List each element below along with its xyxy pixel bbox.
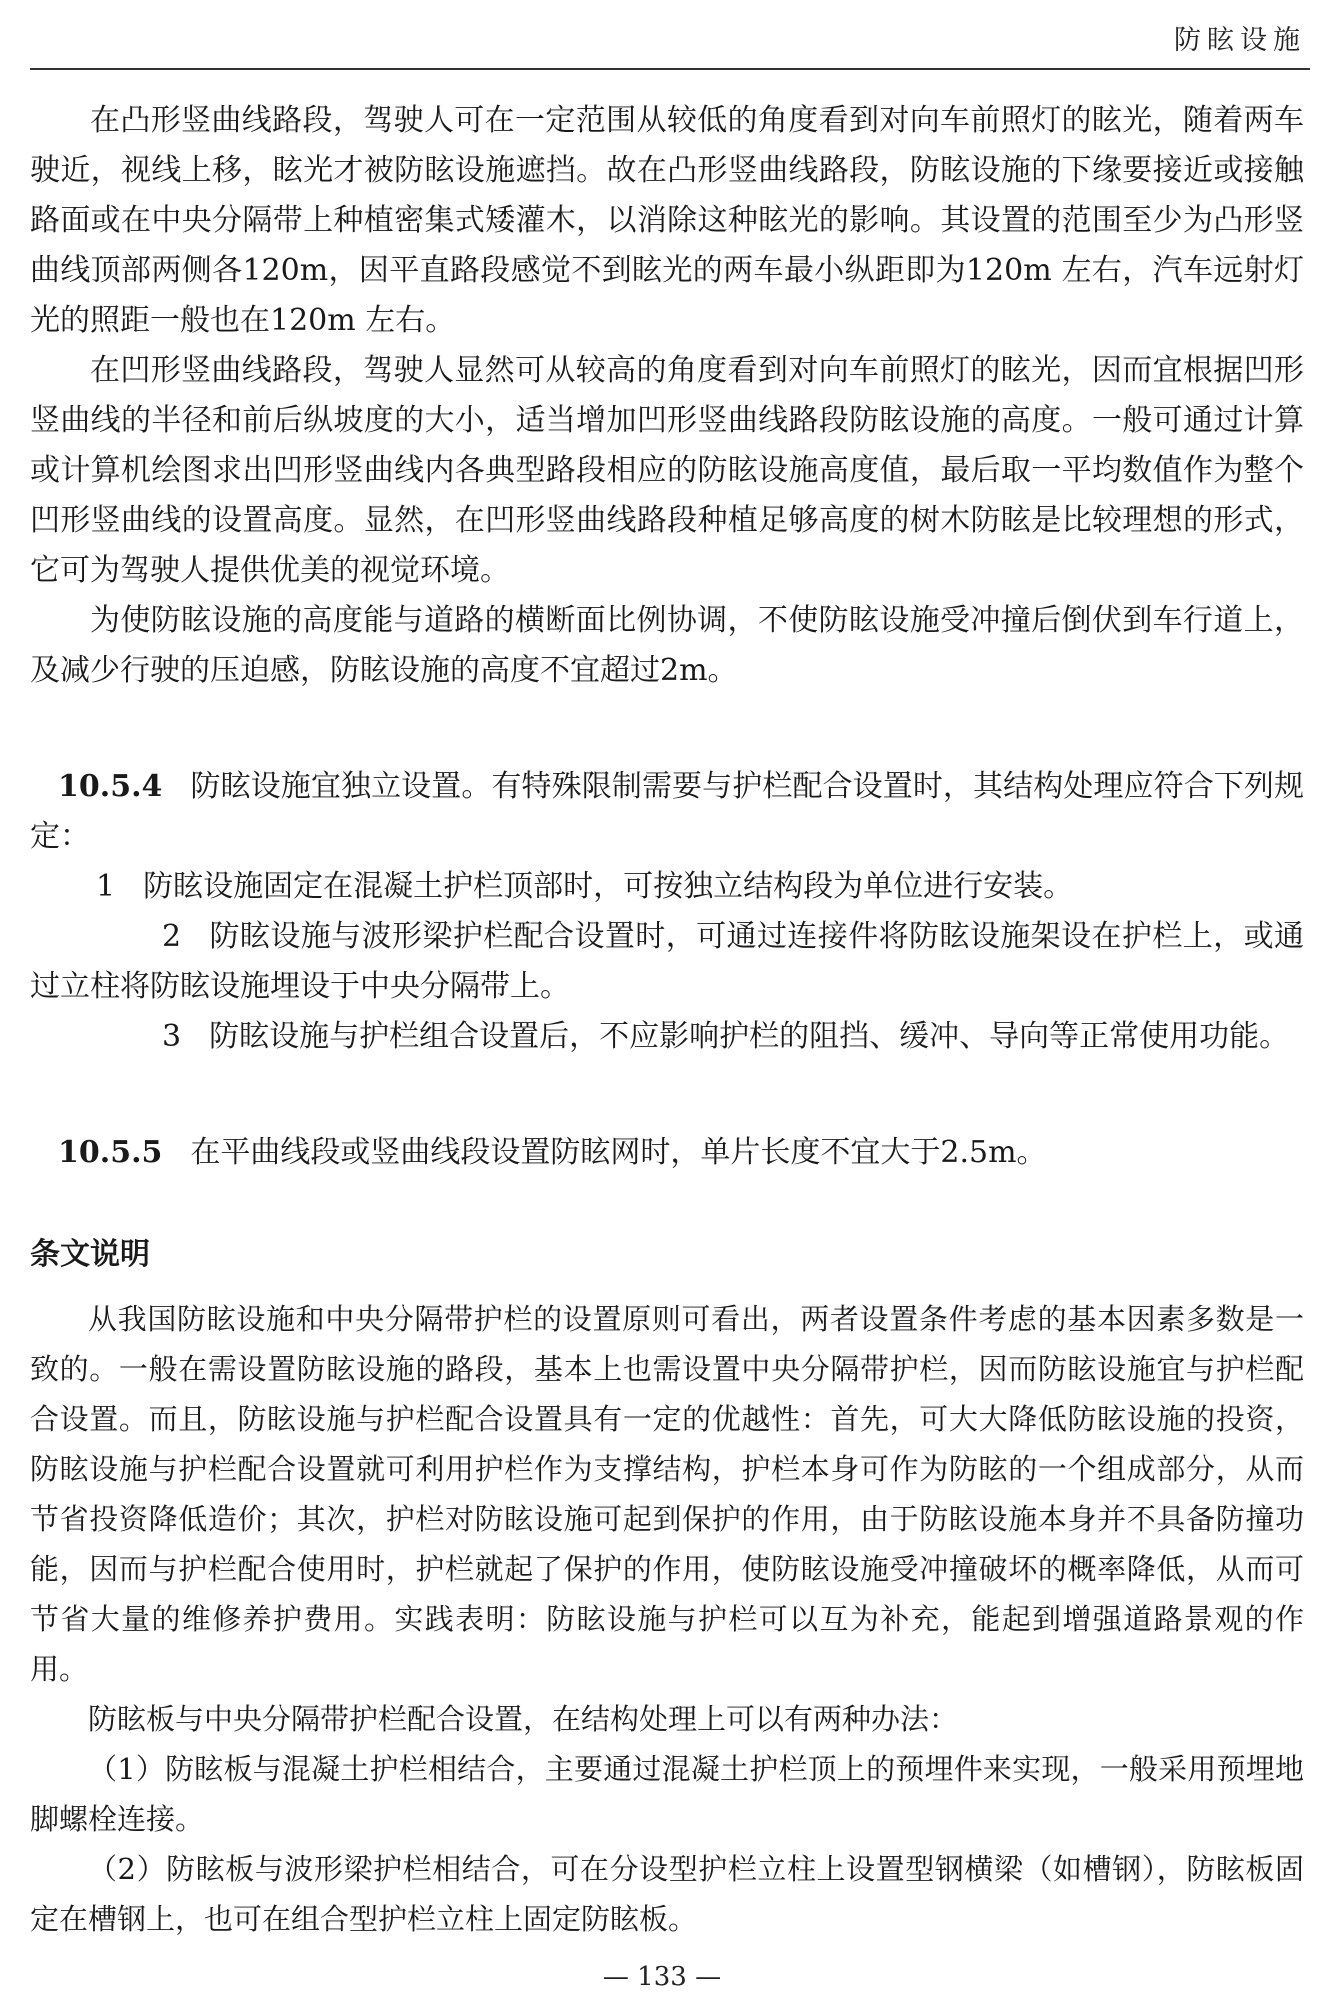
clause-item-3 bbox=[30, 1012, 1304, 1062]
item-number: 3 bbox=[162, 1019, 182, 1054]
item-number: 1 bbox=[96, 869, 116, 904]
paragraph-convex-curve: 在凸形竖曲线路段，驾驶人可在一定范围从较低的角度看到对向车前照灯的眩光，随着两车驶近，视线上移，眩光才被防眩设施遮挡。故在凸形竖曲线路段，防眩设施的下缘要接近或接触路面或在中央分隔带上种植密集式矮灌木，以消除这种眩光的影响。其设置的范围至少为凸形竖曲线顶部两侧各120m，因平直路段感觉不到眩光的两车最小纵距即为120m 左右，汽车远射灯光的照距一般也在120m 左右。 bbox=[30, 103, 1304, 338]
item-text: 防眩设施固定在混凝土护栏顶部时，可按独立结构段为单位进行安装。 bbox=[143, 869, 1074, 904]
explanation-paragraph-1: 从我国防眩设施和中央分隔带护栏的设置原则可看出，两者设置条件考虑的基本因素多数是一致的。一般在需设置防眩设施的路段，基本上也需设置中央分隔带护栏，因而防眩设施宜与护栏配合设置。而且，防眩设施与护栏配合设置具有一定的优越性：首先，可大大降低防眩设施的投资，防眩设施与护栏配合设置就可利用护栏作为支撑结构，护栏本身可作为防眩的一个组成部分，从而节省投资降低造价；其次，护栏对防眩设施可起到保护的作用，由于防眩设施本身并不具备防撞功能，因而与护栏配合使用时，护栏就起了保护的作用，使防眩设施受冲撞破坏的概率降低，从而可节省大量的维修养护费用。实践表明：防眩设施与护栏可以互为补充，能起到增强道路景观的作用。 bbox=[30, 1302, 1304, 1686]
header-rule bbox=[30, 68, 1310, 70]
explanation-paragraph-2: 防眩板与中央分隔带护栏配合设置，在结构处理上可以有两种办法： bbox=[88, 1702, 959, 1736]
clause-number: 10.5.5 bbox=[58, 1135, 163, 1170]
page-body bbox=[30, 96, 1304, 1944]
clause-item-1 bbox=[30, 862, 1304, 912]
clause-10-5-5 bbox=[30, 1128, 1304, 1178]
item-number: 2 bbox=[162, 919, 182, 954]
clause-number: 10.5.4 bbox=[58, 769, 163, 804]
page-number: — 133 — bbox=[602, 1962, 722, 1992]
item-text: 防眩设施与波形梁护栏配合设置时，可通过连接件将防眩设施架设在护栏上，或通过立柱将防眩设施埋设于中央分隔带上。 bbox=[30, 919, 1304, 1004]
clause-10-5-4 bbox=[30, 762, 1304, 862]
explanation-method-1: （1）防眩板与混凝土护栏相结合，主要通过混凝土护栏顶上的预埋件来实现，一般采用预埋地脚螺栓连接。 bbox=[30, 1752, 1304, 1836]
explanation-heading: 条文说明 bbox=[30, 1237, 150, 1272]
running-header: 防眩设施 bbox=[1174, 25, 1306, 56]
explanation-body bbox=[30, 1294, 1304, 1944]
paragraph-height-limit: 为使防眩设施的高度能与道路的横断面比例协调，不使防眩设施受冲撞后倒伏到车行道上，及减少行驶的压迫感，防眩设施的高度不宜超过2m。 bbox=[30, 603, 1304, 688]
clause-item-2 bbox=[30, 912, 1304, 1012]
explanation-method-2: （2）防眩板与波形梁护栏相结合，可在分设型护栏立柱上设置型钢横梁（如槽钢），防眩板固定在槽钢上，也可在组合型护栏立柱上固定防眩板。 bbox=[30, 1852, 1304, 1936]
paragraph-concave-curve: 在凹形竖曲线路段，驾驶人显然可从较高的角度看到对向车前照灯的眩光，因而宜根据凹形竖曲线的半径和前后纵坡度的大小，适当增加凹形竖曲线路段防眩设施的高度。一般可通过计算或计算机绘图求出凹形竖曲线内各典型路段相应的防眩设施高度值，最后取一平均数值作为整个凹形竖曲线的设置高度。显然，在凹形竖曲线路段种植足够高度的树木防眩是比较理想的形式，它可为驾驶人提供优美的视觉环境。 bbox=[30, 353, 1304, 588]
clause-text: 在平曲线段或竖曲线段设置防眩网时，单片长度不宜大于2.5m。 bbox=[190, 1135, 1047, 1170]
clause-text: 防眩设施宜独立设置。有特殊限制需要与护栏配合设置时，其结构处理应符合下列规定： bbox=[30, 769, 1304, 854]
item-text: 防眩设施与护栏组合设置后，不应影响护栏的阻挡、缓冲、导向等正常使用功能。 bbox=[209, 1019, 1290, 1054]
